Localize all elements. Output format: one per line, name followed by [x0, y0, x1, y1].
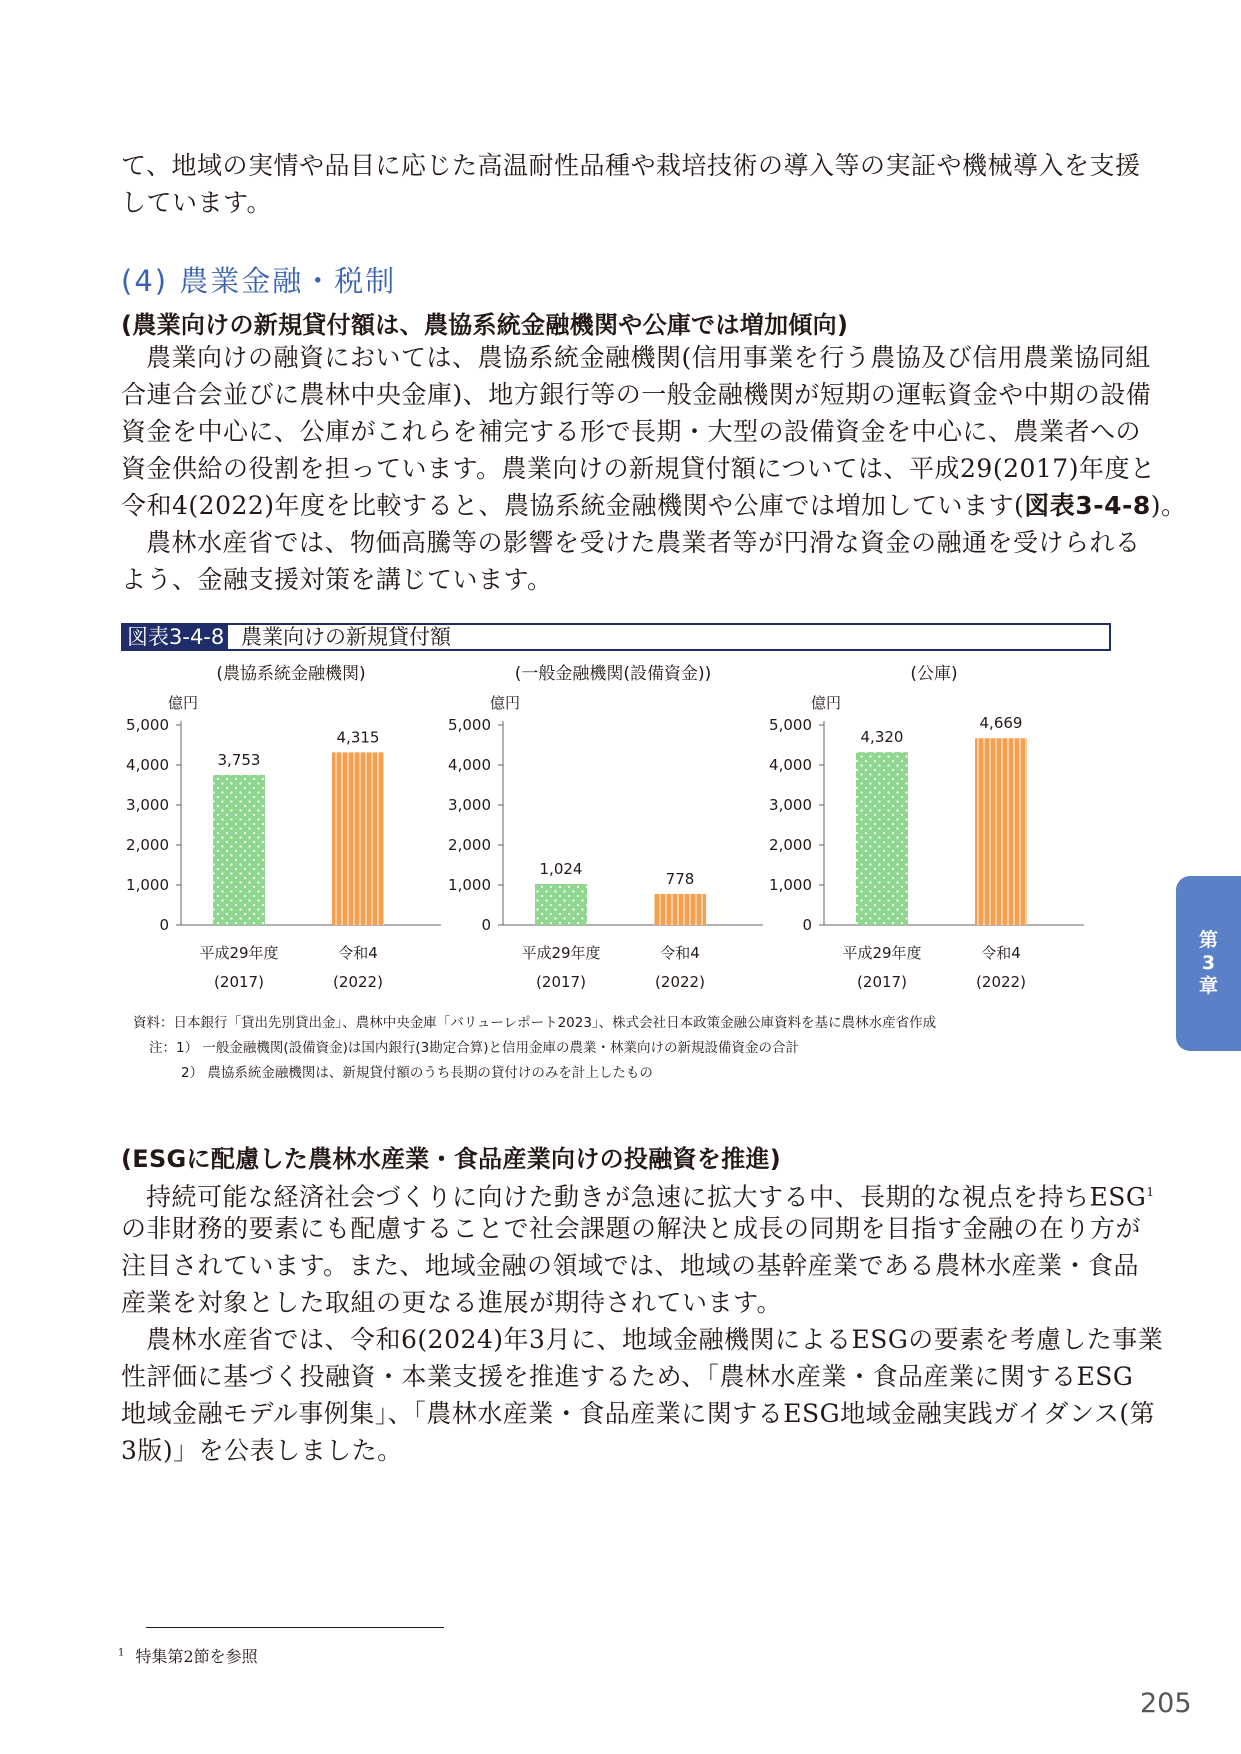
x-tick-label: (2017)	[536, 973, 586, 991]
figure-header	[121, 623, 1111, 651]
intro-line-1: て、地域の実情や品目に応じた高温耐性品種や栽培技術の導入等の実証や機械導入を支援	[121, 151, 1141, 180]
bar-value-label: 778	[665, 869, 695, 888]
paragraph-line: 農業向けの融資においては、農協系統金融機関(信用事業を行う農協及び信用農業協同組	[146, 343, 1151, 372]
y-tick-label: 0	[802, 916, 812, 934]
paragraph-line: 産業を対象とした取組の更なる進展が期待されています。	[121, 1288, 783, 1317]
y-tick-label: 1,000	[448, 876, 491, 894]
paragraph-line: 3版)」を公表しました。	[121, 1436, 403, 1465]
chapter-tab-char: 3	[1201, 952, 1216, 974]
footnote-rule	[146, 1627, 444, 1628]
paragraph-line: 資金を中心に、公庫がこれらを補完する形で長期・大型の設備資金を中心に、農業者への	[121, 417, 1142, 446]
paragraph-line: 性評価に基づく投融資・本業支援を推進するため、「農林水産業・食品産業に関するESG	[121, 1362, 1134, 1391]
intro-line-2: しています。	[121, 188, 273, 217]
paragraph-line: 農林水産省では、物価高騰等の影響を受けた農業者等が円滑な資金の融通を受けられる	[146, 528, 1141, 557]
figure-title: 農業向けの新規貸付額	[241, 625, 451, 649]
x-tick-label: (2022)	[655, 973, 705, 991]
subheading-loans: (農業向けの新規貸付額は、農協系統金融機関や公庫では増加傾向)	[121, 311, 849, 339]
paragraph-line: の非財務的要素にも配慮することで社会課題の解決と成長の同期を目指す金融の在り方が	[121, 1214, 1142, 1243]
y-axis-unit: 億円	[167, 694, 199, 712]
paragraph-line: 地域金融モデル事例集」、「農林水産業・食品産業に関するESG地域金融実践ガイダンス(第	[121, 1399, 1156, 1428]
paragraph-line: 資金供給の役割を担っています。農業向けの新規貸付額については、平成29(2017)年度と	[121, 454, 1156, 483]
paragraph-text: 持続可能な経済社会づくりに向けた動きが急速に拡大する中、長期的な視点を持ちESG	[146, 1182, 1147, 1212]
y-tick-label: 5,000	[769, 716, 812, 734]
chapter-tab-char: 第	[1198, 929, 1218, 951]
x-tick-label: 令和4	[981, 944, 1021, 962]
chart-title: (農協系統金融機関)	[216, 664, 366, 684]
footnote-marker: 1	[1146, 1185, 1155, 1199]
page-number: 205	[1140, 1688, 1192, 1719]
x-tick-label: 平成29年度	[521, 944, 601, 962]
x-tick-label: 平成29年度	[199, 944, 279, 962]
y-tick-label: 4,000	[126, 756, 169, 774]
bar-value-label: 3,753	[217, 750, 261, 769]
paragraph-line: 注目されています。また、地域金融の領域では、地域の基幹産業である農林水産業・食品	[121, 1251, 1140, 1280]
y-tick-label: 1,000	[126, 876, 169, 894]
chapter-tab-char: 章	[1198, 975, 1218, 997]
x-tick-label: (2017)	[857, 973, 907, 991]
paragraph-line: 農林水産省では、令和6(2024)年3月に、地域金融機関によるESGの要素を考慮した事業	[146, 1325, 1164, 1354]
y-tick-label: 0	[481, 916, 491, 934]
bar	[535, 884, 587, 925]
figure-charts	[121, 655, 1111, 1000]
x-tick-label: (2022)	[976, 973, 1026, 991]
bar-value-label: 4,669	[979, 714, 1023, 733]
y-tick-label: 4,000	[769, 756, 812, 774]
subheading-esg: (ESGに配慮した農林水産業・食品産業向けの投融資を推進)	[121, 1145, 782, 1173]
figure-note-1: 注：1） 一般金融機関(設備資金)は国内銀行(3勘定合算)と信用金庫の農業・林業向けの新規設備資金の合計	[149, 1040, 800, 1056]
figure-note-2: 2） 農協系統金融機関は、新規貸付額のうち長期の貸付けのみを計上したもの	[181, 1065, 653, 1081]
y-tick-label: 3,000	[448, 796, 491, 814]
paragraph-line	[121, 488, 1187, 524]
x-tick-label: 令和4	[338, 944, 378, 962]
y-tick-label: 2,000	[448, 836, 491, 854]
footnote-number: 1	[118, 1647, 125, 1659]
bar-value-label: 4,315	[336, 728, 380, 747]
chart-title: (一般金融機関(設備資金))	[514, 664, 712, 684]
y-tick-label: 2,000	[769, 836, 812, 854]
paragraph-line: よう、金融支援対策を講じています。	[121, 565, 553, 594]
x-tick-label: 令和4	[660, 944, 700, 962]
figure-reference: 図表3-4-8	[1024, 491, 1151, 520]
x-tick-label: 平成29年度	[842, 944, 922, 962]
y-tick-label: 5,000	[448, 716, 491, 734]
x-tick-label: (2017)	[214, 973, 264, 991]
bar-value-label: 4,320	[860, 728, 904, 747]
y-axis-unit: 億円	[810, 694, 842, 712]
x-tick-label: (2022)	[333, 973, 383, 991]
paragraph-line: 合連合会並びに農林中央金庫)、地方銀行等の一般金融機関が短期の運転資金や中期の設備	[121, 380, 1152, 409]
bar-value-label: 1,024	[539, 860, 583, 879]
bar	[332, 752, 384, 925]
y-tick-label: 4,000	[448, 756, 491, 774]
bar	[213, 775, 265, 925]
bar	[654, 894, 706, 925]
paragraph-text: 令和4(2022)年度を比較すると、農協系統金融機関や公庫では増加しています(	[121, 491, 1025, 520]
y-tick-label: 2,000	[126, 836, 169, 854]
footnote	[118, 1644, 258, 1667]
footnote-text: 特集第2節を参照	[135, 1647, 258, 1666]
paragraph-line	[121, 1174, 1155, 1215]
y-tick-label: 3,000	[769, 796, 812, 814]
figure-label: 図表3-4-8	[123, 625, 228, 649]
section-heading: (4) 農業金融・税制	[121, 264, 397, 298]
paragraph-text: )。	[1150, 491, 1187, 520]
chart-title: (公庫)	[910, 664, 958, 684]
figure-source: 資料：日本銀行「貸出先別貸出金」、農林中央金庫「バリューレポート2023」、株式会社日本政策金融公庫資料を基に農林水産省作成	[133, 1015, 937, 1031]
y-axis-unit: 億円	[489, 694, 521, 712]
y-tick-label: 5,000	[126, 716, 169, 734]
chapter-tab	[1176, 876, 1241, 1051]
y-tick-label: 3,000	[126, 796, 169, 814]
y-tick-label: 1,000	[769, 876, 812, 894]
y-tick-label: 0	[159, 916, 169, 934]
bar	[975, 738, 1027, 925]
bar	[856, 752, 908, 925]
